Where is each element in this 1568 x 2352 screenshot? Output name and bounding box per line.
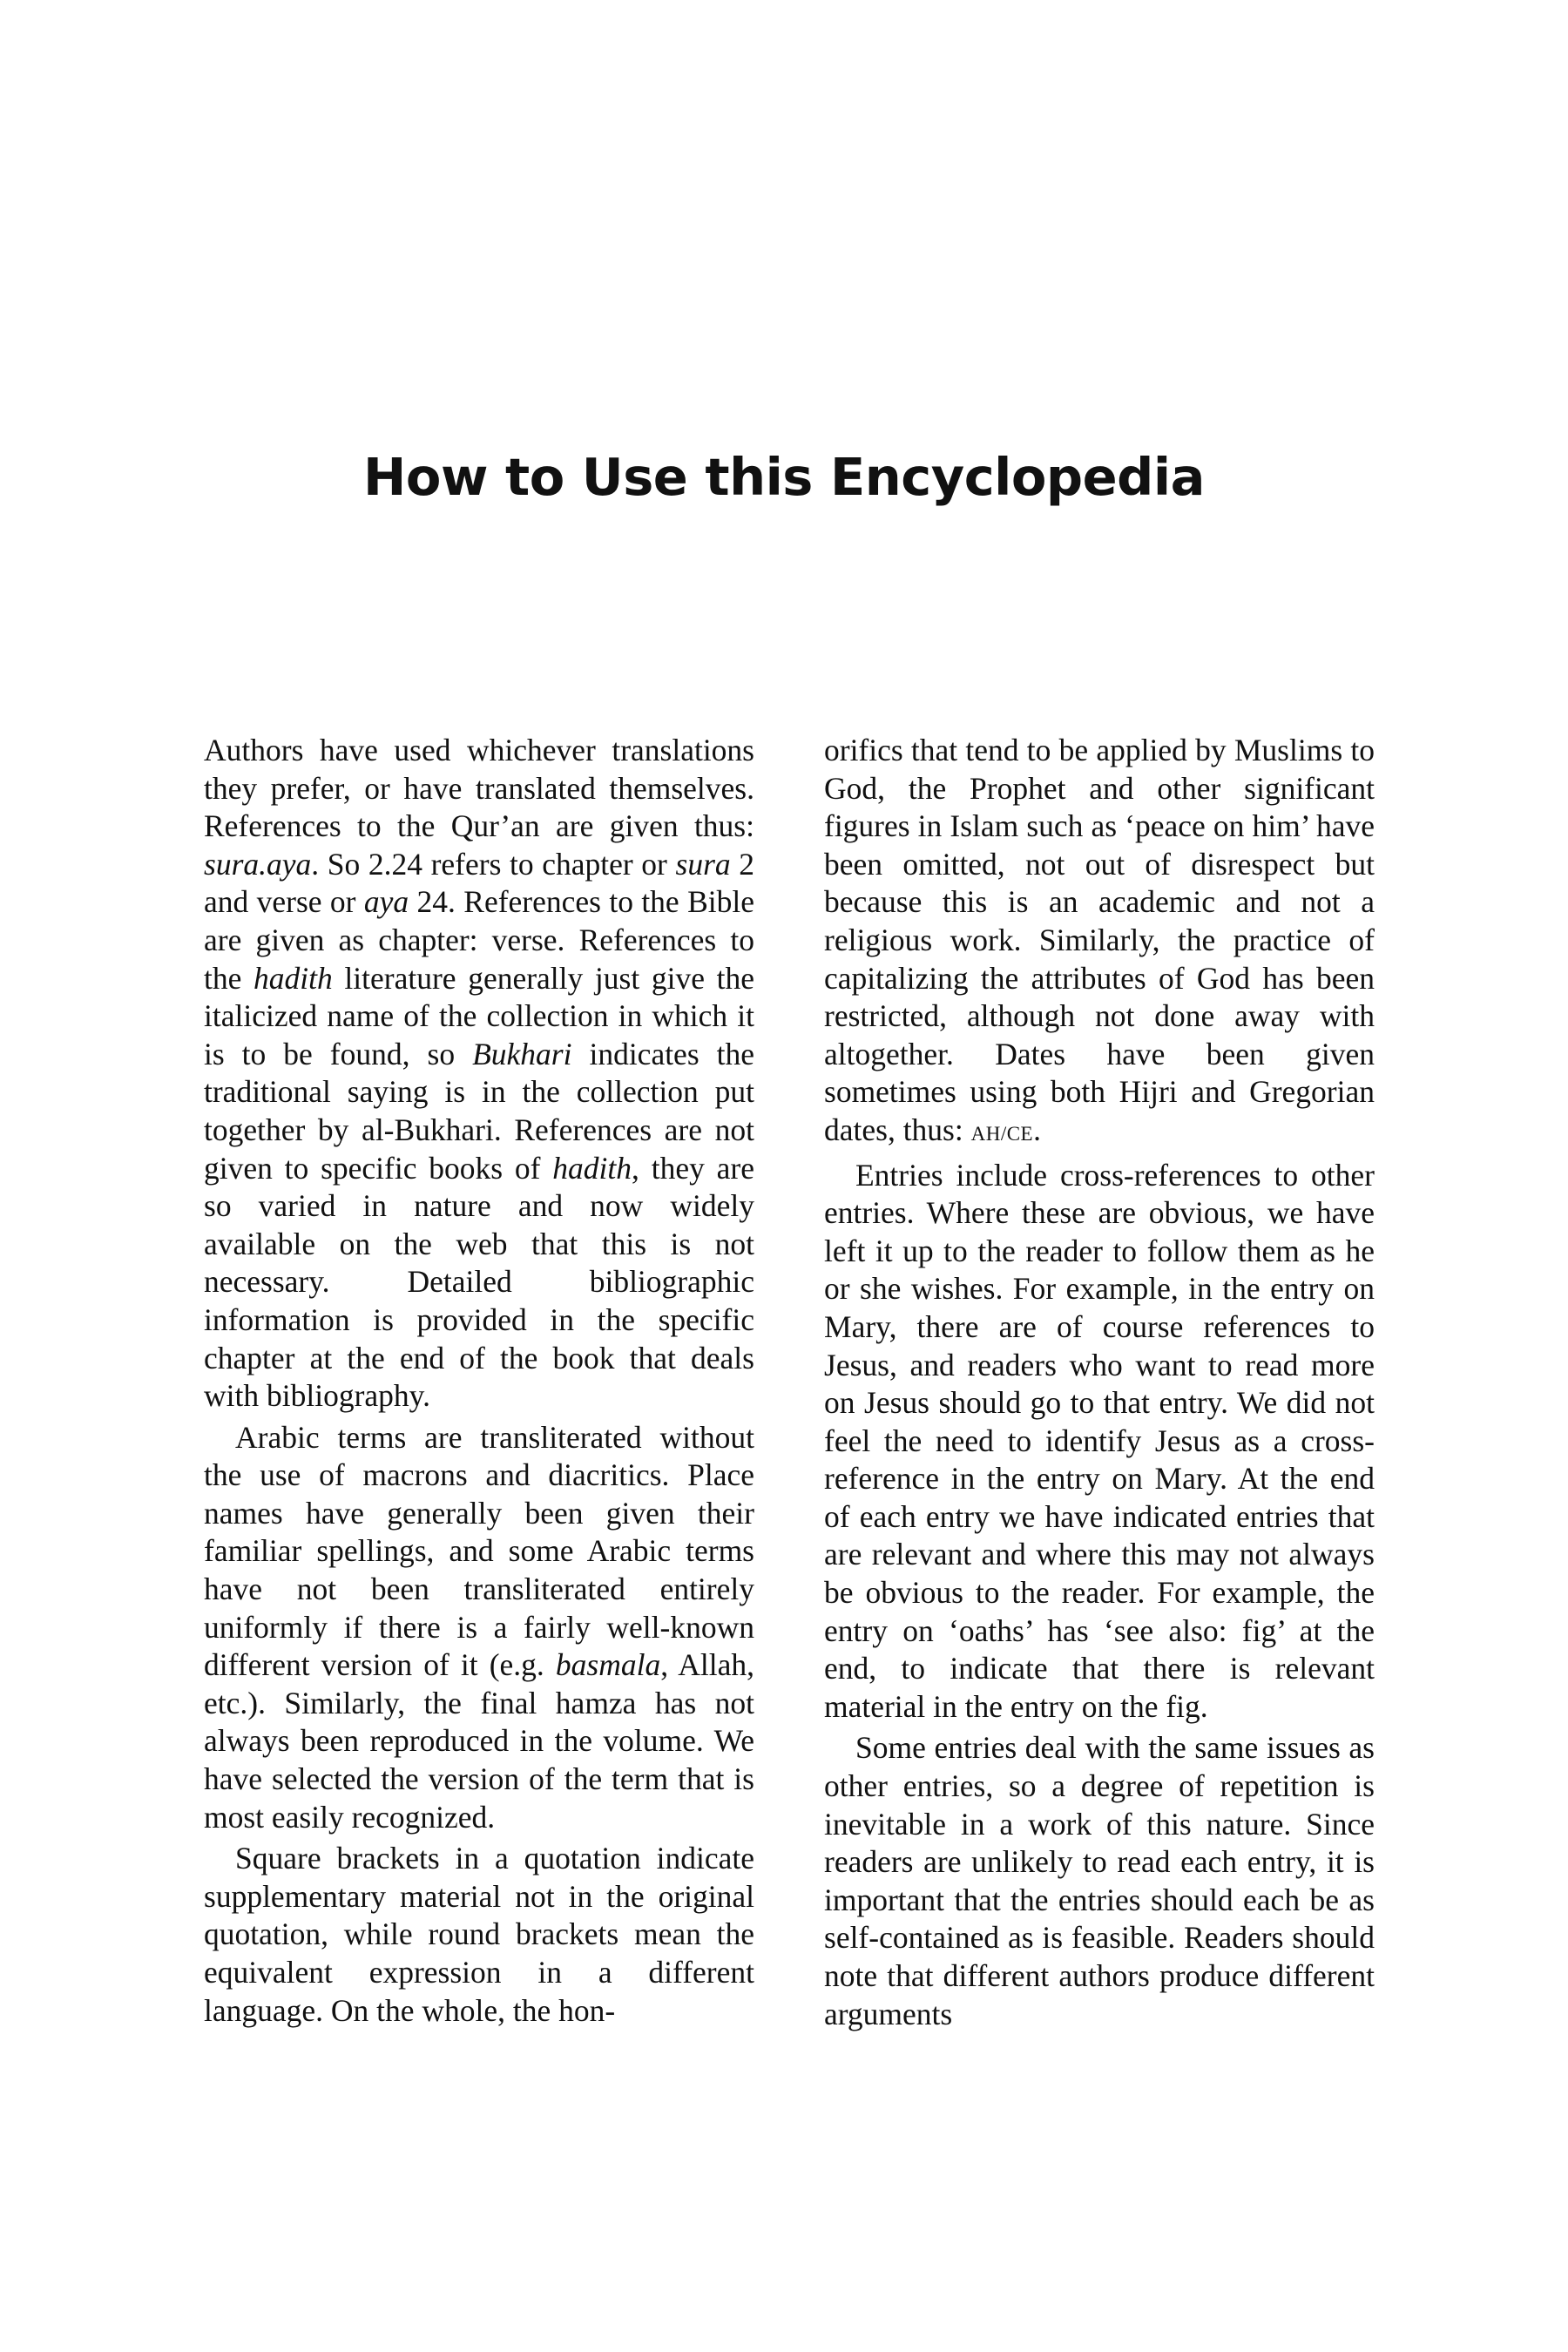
- right-column: [824, 732, 1375, 2160]
- paragraph-square-brackets: Square brackets in a quotation indicate supplementary material not in the original quotation, while round brackets mean the equivalent expression in a different language. On the whole, the hon-: [204, 1841, 754, 2028]
- paragraph-translations-references: Authors have used whichever translations they prefer, or have translated themselves. References to the Qur’an are given thus: sura.aya. So 2.24 refers to chapter or sura 2 and verse or aya 24. References to the Bible are given as chapter: verse. References to the hadith literature generally just give the italicized name of the collection in which it is to be found, so Bukhari indicates the traditional saying is in the collection put together by al-Bukhari. References are not given to specific books of hadith, they are so varied in nature and now widely available on the web that this is not necessary. Detailed bibliographic information is provided in the specific chapter at the end of the book that deals with bibliography.: [204, 733, 754, 1414]
- paragraph-cross-references: Entries include cross-references to other entries. Where these are obvious, we have left it up to the reader to follow them as he or she wishes. For example, in the entry on Mary, there are of course references to Jesus, and readers who want to read more on Jesus should go to that entry. We did not feel the need to identify Jesus as a cross-reference in the entry on Mary. At the end of each entry we have indicated entries that are relevant and where this may not always be obvious to the reader. For example, the entry on ‘oaths’ has ‘see also: fig’ at the end, to indicate that there is relevant material in the entry on the fig.: [824, 1157, 1375, 1724]
- paragraph-repetition: Some entries deal with the same issues as other entries, so a degree of repetition is inevitable in a work of this nature. Since readers are unlikely to read each entry, it is important that the entries should each be as self-contained as is feasible. Readers should note that different authors produce different arguments: [824, 1730, 1375, 2031]
- paragraph-arabic-terms: Arabic terms are transliterated without the use of macrons and diacritics. Place names have generally been given their familiar spellings, and some Arabic terms have not been transliterated entirely uniformly if there is a fairly well-known different version of it (e.g. basmala, Allah, etc.). Similarly, the final hamza has not always been reproduced in the volume. We have selected the version of the term that is most easily recognized.: [204, 1419, 754, 1835]
- paragraph-honorifics: orifics that tend to be applied by Muslims to God, the Prophet and other significant figures in Islam such as ‘peace on him’ have been omitted, not out of disrespect but because this is an academic and not a religious work. Similarly, the practice of capitalizing the attributes of God has been restricted, although not done away with altogether. Dates have been given sometimes using both Hijri and Gregorian dates, thus: AH/CE.: [824, 733, 1375, 1147]
- left-column: [204, 732, 754, 2160]
- page-title: How to Use this Encyclopedia: [363, 447, 1205, 507]
